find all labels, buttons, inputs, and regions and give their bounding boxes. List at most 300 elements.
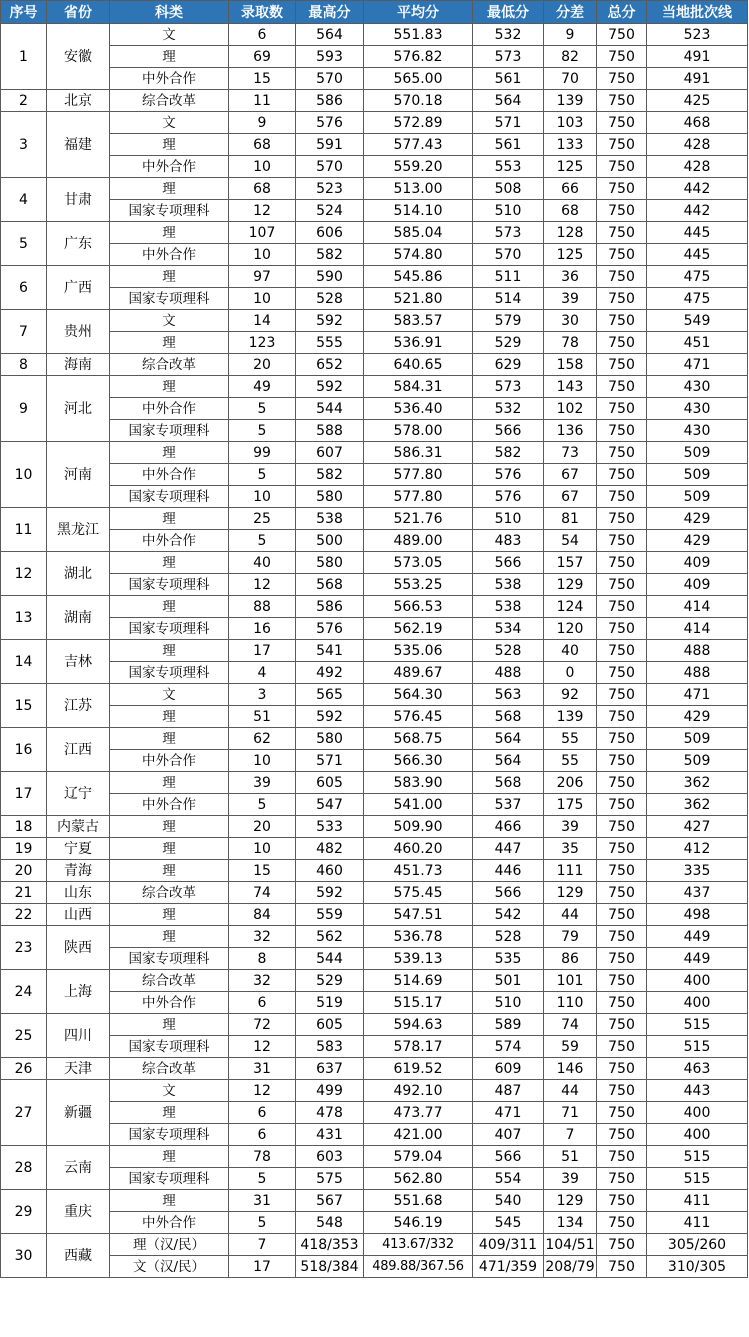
- avg-score-cell: 489.00: [364, 530, 473, 552]
- min-score-cell: 566: [473, 420, 544, 442]
- max-score-cell: 570: [296, 156, 364, 178]
- seq-cell: 30: [1, 1234, 47, 1278]
- header-row: [1, 1, 748, 24]
- min-score-cell: 579: [473, 310, 544, 332]
- admitted-count-cell: 69: [229, 46, 296, 68]
- avg-score-cell: 492.10: [364, 1080, 473, 1102]
- total-score-cell: 750: [597, 1058, 647, 1080]
- min-score-cell: 488: [473, 662, 544, 684]
- category-cell: 文: [110, 310, 229, 332]
- admitted-count-cell: 15: [229, 860, 296, 882]
- batch-line-cell: 509: [647, 442, 748, 464]
- score-diff-cell: 7: [544, 1124, 597, 1146]
- admitted-count-cell: 6: [229, 992, 296, 1014]
- batch-line-cell: 310/305: [647, 1256, 748, 1278]
- avg-score-cell: 421.00: [364, 1124, 473, 1146]
- batch-line-cell: 443: [647, 1080, 748, 1102]
- province-cell: 黑龙江: [47, 508, 110, 552]
- table-body: [1, 24, 748, 1278]
- total-score-cell: 750: [597, 1190, 647, 1212]
- table-row: [1, 618, 748, 640]
- total-score-cell: 750: [597, 68, 647, 90]
- total-score-cell: 750: [597, 420, 647, 442]
- category-cell: 中外合作: [110, 1212, 229, 1234]
- max-score-cell: 570: [296, 68, 364, 90]
- score-diff-cell: 102: [544, 398, 597, 420]
- table-row: [1, 816, 748, 838]
- batch-line-cell: 400: [647, 992, 748, 1014]
- min-score-cell: 538: [473, 596, 544, 618]
- seq-cell: 4: [1, 178, 47, 222]
- batch-line-cell: 475: [647, 288, 748, 310]
- batch-line-cell: 427: [647, 816, 748, 838]
- score-diff-cell: 92: [544, 684, 597, 706]
- total-score-cell: 750: [597, 442, 647, 464]
- table-row: [1, 860, 748, 882]
- min-score-cell: 545: [473, 1212, 544, 1234]
- avg-score-cell: 566.30: [364, 750, 473, 772]
- admitted-count-cell: 68: [229, 178, 296, 200]
- max-score-cell: 533: [296, 816, 364, 838]
- batch-line-cell: 523: [647, 24, 748, 46]
- seq-cell: 3: [1, 112, 47, 178]
- admitted-count-cell: 32: [229, 970, 296, 992]
- province-cell: 山东: [47, 882, 110, 904]
- score-diff-cell: 0: [544, 662, 597, 684]
- table-row: [1, 640, 748, 662]
- total-score-cell: 750: [597, 1256, 647, 1278]
- table-row: [1, 838, 748, 860]
- total-score-cell: 750: [597, 1036, 647, 1058]
- max-score-cell: 593: [296, 46, 364, 68]
- score-diff-cell: 73: [544, 442, 597, 464]
- min-score-cell: 571: [473, 112, 544, 134]
- seq-cell: 8: [1, 354, 47, 376]
- avg-score-cell: 547.51: [364, 904, 473, 926]
- category-cell: 国家专项理科: [110, 948, 229, 970]
- max-score-cell: 576: [296, 618, 364, 640]
- score-diff-cell: 78: [544, 332, 597, 354]
- total-score-cell: 750: [597, 508, 647, 530]
- header-score-diff: 分差: [544, 1, 597, 24]
- avg-score-cell: 640.65: [364, 354, 473, 376]
- total-score-cell: 750: [597, 1124, 647, 1146]
- batch-line-cell: 449: [647, 948, 748, 970]
- total-score-cell: 750: [597, 266, 647, 288]
- max-score-cell: 582: [296, 464, 364, 486]
- min-score-cell: 532: [473, 398, 544, 420]
- avg-score-cell: 586.31: [364, 442, 473, 464]
- avg-score-cell: 572.89: [364, 112, 473, 134]
- batch-line-cell: 414: [647, 618, 748, 640]
- seq-cell: 16: [1, 728, 47, 772]
- total-score-cell: 750: [597, 354, 647, 376]
- table-row: [1, 1190, 748, 1212]
- avg-score-cell: 573.05: [364, 552, 473, 574]
- avg-score-cell: 578.17: [364, 1036, 473, 1058]
- total-score-cell: 750: [597, 90, 647, 112]
- avg-score-cell: 577.43: [364, 134, 473, 156]
- seq-cell: 7: [1, 310, 47, 354]
- table-row: [1, 90, 748, 112]
- min-score-cell: 447: [473, 838, 544, 860]
- score-diff-cell: 206: [544, 772, 597, 794]
- avg-score-cell: 565.00: [364, 68, 473, 90]
- seq-cell: 1: [1, 24, 47, 90]
- admitted-count-cell: 78: [229, 1146, 296, 1168]
- admitted-count-cell: 5: [229, 464, 296, 486]
- table-row: [1, 354, 748, 376]
- admitted-count-cell: 5: [229, 398, 296, 420]
- total-score-cell: 750: [597, 178, 647, 200]
- score-diff-cell: 139: [544, 90, 597, 112]
- avg-score-cell: 562.19: [364, 618, 473, 640]
- province-cell: 宁夏: [47, 838, 110, 860]
- province-cell: 贵州: [47, 310, 110, 354]
- province-cell: 云南: [47, 1146, 110, 1190]
- category-cell: 文: [110, 684, 229, 706]
- table-row: [1, 1234, 748, 1256]
- total-score-cell: 750: [597, 530, 647, 552]
- batch-line-cell: 471: [647, 354, 748, 376]
- admitted-count-cell: 5: [229, 1212, 296, 1234]
- max-score-cell: 544: [296, 398, 364, 420]
- table-row: [1, 530, 748, 552]
- max-score-cell: 559: [296, 904, 364, 926]
- admitted-count-cell: 123: [229, 332, 296, 354]
- avg-score-cell: 564.30: [364, 684, 473, 706]
- total-score-cell: 750: [597, 134, 647, 156]
- score-diff-cell: 44: [544, 1080, 597, 1102]
- admitted-count-cell: 49: [229, 376, 296, 398]
- batch-line-cell: 509: [647, 486, 748, 508]
- min-score-cell: 561: [473, 68, 544, 90]
- table-row: [1, 750, 748, 772]
- score-diff-cell: 30: [544, 310, 597, 332]
- admitted-count-cell: 7: [229, 1234, 296, 1256]
- admitted-count-cell: 62: [229, 728, 296, 750]
- table-row: [1, 376, 748, 398]
- seq-cell: 9: [1, 376, 47, 442]
- min-score-cell: 409/311: [473, 1234, 544, 1256]
- max-score-cell: 492: [296, 662, 364, 684]
- category-cell: 文（汉/民）: [110, 1256, 229, 1278]
- batch-line-cell: 498: [647, 904, 748, 926]
- min-score-cell: 537: [473, 794, 544, 816]
- table-row: [1, 420, 748, 442]
- seq-cell: 15: [1, 684, 47, 728]
- max-score-cell: 580: [296, 552, 364, 574]
- max-score-cell: 524: [296, 200, 364, 222]
- max-score-cell: 592: [296, 376, 364, 398]
- max-score-cell: 565: [296, 684, 364, 706]
- score-diff-cell: 158: [544, 354, 597, 376]
- avg-score-cell: 551.83: [364, 24, 473, 46]
- min-score-cell: 510: [473, 992, 544, 1014]
- total-score-cell: 750: [597, 992, 647, 1014]
- province-cell: 山西: [47, 904, 110, 926]
- avg-score-cell: 514.69: [364, 970, 473, 992]
- min-score-cell: 528: [473, 640, 544, 662]
- min-score-cell: 566: [473, 882, 544, 904]
- category-cell: 文: [110, 1080, 229, 1102]
- avg-score-cell: 568.75: [364, 728, 473, 750]
- category-cell: 理: [110, 552, 229, 574]
- total-score-cell: 750: [597, 1212, 647, 1234]
- total-score-cell: 750: [597, 310, 647, 332]
- table-row: [1, 1080, 748, 1102]
- score-diff-cell: 59: [544, 1036, 597, 1058]
- max-score-cell: 592: [296, 310, 364, 332]
- admitted-count-cell: 39: [229, 772, 296, 794]
- seq-cell: 6: [1, 266, 47, 310]
- max-score-cell: 605: [296, 772, 364, 794]
- table-row: [1, 112, 748, 134]
- batch-line-cell: 491: [647, 46, 748, 68]
- table-row: [1, 244, 748, 266]
- admitted-count-cell: 10: [229, 156, 296, 178]
- min-score-cell: 534: [473, 618, 544, 640]
- max-score-cell: 544: [296, 948, 364, 970]
- min-score-cell: 538: [473, 574, 544, 596]
- category-cell: 理: [110, 134, 229, 156]
- admitted-count-cell: 97: [229, 266, 296, 288]
- admitted-count-cell: 17: [229, 1256, 296, 1278]
- avg-score-cell: 513.00: [364, 178, 473, 200]
- batch-line-cell: 400: [647, 1102, 748, 1124]
- admitted-count-cell: 5: [229, 420, 296, 442]
- province-cell: 河北: [47, 376, 110, 442]
- province-cell: 上海: [47, 970, 110, 1014]
- seq-cell: 26: [1, 1058, 47, 1080]
- batch-line-cell: 442: [647, 200, 748, 222]
- province-cell: 广东: [47, 222, 110, 266]
- total-score-cell: 750: [597, 552, 647, 574]
- total-score-cell: 750: [597, 662, 647, 684]
- score-diff-cell: 129: [544, 574, 597, 596]
- table-row: [1, 1102, 748, 1124]
- total-score-cell: 750: [597, 244, 647, 266]
- max-score-cell: 590: [296, 266, 364, 288]
- province-cell: 湖北: [47, 552, 110, 596]
- province-cell: 安徽: [47, 24, 110, 90]
- admitted-count-cell: 40: [229, 552, 296, 574]
- avg-score-cell: 594.63: [364, 1014, 473, 1036]
- batch-line-cell: 429: [647, 508, 748, 530]
- province-cell: 辽宁: [47, 772, 110, 816]
- min-score-cell: 446: [473, 860, 544, 882]
- score-diff-cell: 36: [544, 266, 597, 288]
- score-diff-cell: 81: [544, 508, 597, 530]
- avg-score-cell: 583.57: [364, 310, 473, 332]
- max-score-cell: 652: [296, 354, 364, 376]
- total-score-cell: 750: [597, 860, 647, 882]
- score-diff-cell: 128: [544, 222, 597, 244]
- min-score-cell: 589: [473, 1014, 544, 1036]
- table-row: [1, 574, 748, 596]
- admitted-count-cell: 6: [229, 1102, 296, 1124]
- batch-line-cell: 430: [647, 420, 748, 442]
- score-diff-cell: 67: [544, 464, 597, 486]
- max-score-cell: 583: [296, 1036, 364, 1058]
- batch-line-cell: 428: [647, 134, 748, 156]
- score-diff-cell: 54: [544, 530, 597, 552]
- avg-score-cell: 536.91: [364, 332, 473, 354]
- admitted-count-cell: 10: [229, 750, 296, 772]
- min-score-cell: 561: [473, 134, 544, 156]
- admitted-count-cell: 6: [229, 24, 296, 46]
- batch-line-cell: 429: [647, 530, 748, 552]
- score-diff-cell: 86: [544, 948, 597, 970]
- admitted-count-cell: 5: [229, 530, 296, 552]
- table-row: [1, 68, 748, 90]
- total-score-cell: 750: [597, 706, 647, 728]
- min-score-cell: 568: [473, 706, 544, 728]
- score-diff-cell: 35: [544, 838, 597, 860]
- category-cell: 理: [110, 1102, 229, 1124]
- table-row: [1, 288, 748, 310]
- total-score-cell: 750: [597, 882, 647, 904]
- avg-score-cell: 583.90: [364, 772, 473, 794]
- score-diff-cell: 68: [544, 200, 597, 222]
- province-cell: 青海: [47, 860, 110, 882]
- min-score-cell: 535: [473, 948, 544, 970]
- score-diff-cell: 143: [544, 376, 597, 398]
- max-score-cell: 460: [296, 860, 364, 882]
- province-cell: 福建: [47, 112, 110, 178]
- seq-cell: 19: [1, 838, 47, 860]
- header-max-score: 最高分: [296, 1, 364, 24]
- total-score-cell: 750: [597, 222, 647, 244]
- batch-line-cell: 509: [647, 750, 748, 772]
- admitted-count-cell: 31: [229, 1190, 296, 1212]
- batch-line-cell: 428: [647, 156, 748, 178]
- category-cell: 国家专项理科: [110, 200, 229, 222]
- total-score-cell: 750: [597, 794, 647, 816]
- total-score-cell: 750: [597, 948, 647, 970]
- total-score-cell: 750: [597, 1168, 647, 1190]
- min-score-cell: 574: [473, 1036, 544, 1058]
- max-score-cell: 567: [296, 1190, 364, 1212]
- admitted-count-cell: 14: [229, 310, 296, 332]
- province-cell: 江西: [47, 728, 110, 772]
- category-cell: 理: [110, 860, 229, 882]
- total-score-cell: 750: [597, 838, 647, 860]
- avg-score-cell: 473.77: [364, 1102, 473, 1124]
- min-score-cell: 570: [473, 244, 544, 266]
- admitted-count-cell: 107: [229, 222, 296, 244]
- score-diff-cell: 74: [544, 1014, 597, 1036]
- admitted-count-cell: 25: [229, 508, 296, 530]
- avg-score-cell: 489.67: [364, 662, 473, 684]
- min-score-cell: 407: [473, 1124, 544, 1146]
- batch-line-cell: 400: [647, 1124, 748, 1146]
- batch-line-cell: 549: [647, 310, 748, 332]
- total-score-cell: 750: [597, 684, 647, 706]
- admitted-count-cell: 20: [229, 354, 296, 376]
- seq-cell: 29: [1, 1190, 47, 1234]
- score-diff-cell: 66: [544, 178, 597, 200]
- batch-line-cell: 442: [647, 178, 748, 200]
- score-diff-cell: 9: [544, 24, 597, 46]
- score-diff-cell: 125: [544, 244, 597, 266]
- max-score-cell: 571: [296, 750, 364, 772]
- category-cell: 理: [110, 596, 229, 618]
- avg-score-cell: 576.45: [364, 706, 473, 728]
- max-score-cell: 518/384: [296, 1256, 364, 1278]
- batch-line-cell: 475: [647, 266, 748, 288]
- admitted-count-cell: 6: [229, 1124, 296, 1146]
- min-score-cell: 566: [473, 552, 544, 574]
- province-cell: 陕西: [47, 926, 110, 970]
- score-diff-cell: 129: [544, 882, 597, 904]
- min-score-cell: 609: [473, 1058, 544, 1080]
- seq-cell: 22: [1, 904, 47, 926]
- min-score-cell: 566: [473, 1146, 544, 1168]
- seq-cell: 24: [1, 970, 47, 1014]
- min-score-cell: 573: [473, 222, 544, 244]
- table-row: [1, 882, 748, 904]
- table-row: [1, 904, 748, 926]
- total-score-cell: 750: [597, 332, 647, 354]
- max-score-cell: 603: [296, 1146, 364, 1168]
- category-cell: 理: [110, 508, 229, 530]
- seq-cell: 11: [1, 508, 47, 552]
- batch-line-cell: 515: [647, 1014, 748, 1036]
- table-row: [1, 948, 748, 970]
- max-score-cell: 547: [296, 794, 364, 816]
- category-cell: 理: [110, 728, 229, 750]
- admitted-count-cell: 12: [229, 1080, 296, 1102]
- score-diff-cell: 157: [544, 552, 597, 574]
- admitted-count-cell: 12: [229, 574, 296, 596]
- score-diff-cell: 175: [544, 794, 597, 816]
- admitted-count-cell: 88: [229, 596, 296, 618]
- score-diff-cell: 120: [544, 618, 597, 640]
- seq-cell: 17: [1, 772, 47, 816]
- category-cell: 中外合作: [110, 244, 229, 266]
- header-avg-score: 平均分: [364, 1, 473, 24]
- max-score-cell: 592: [296, 706, 364, 728]
- table-row: [1, 794, 748, 816]
- province-cell: 重庆: [47, 1190, 110, 1234]
- category-cell: 理: [110, 816, 229, 838]
- min-score-cell: 528: [473, 926, 544, 948]
- total-score-cell: 750: [597, 24, 647, 46]
- category-cell: 理: [110, 904, 229, 926]
- table-row: [1, 1256, 748, 1278]
- table-row: [1, 442, 748, 464]
- category-cell: 综合改革: [110, 882, 229, 904]
- header-batch-line: 当地批次线: [647, 1, 748, 24]
- category-cell: 理: [110, 442, 229, 464]
- min-score-cell: 564: [473, 750, 544, 772]
- total-score-cell: 750: [597, 728, 647, 750]
- header-province: 省份: [47, 1, 110, 24]
- total-score-cell: 750: [597, 970, 647, 992]
- seq-cell: 5: [1, 222, 47, 266]
- total-score-cell: 750: [597, 640, 647, 662]
- province-cell: 海南: [47, 354, 110, 376]
- min-score-cell: 487: [473, 1080, 544, 1102]
- avg-score-cell: 541.00: [364, 794, 473, 816]
- avg-score-cell: 584.31: [364, 376, 473, 398]
- avg-score-cell: 575.45: [364, 882, 473, 904]
- total-score-cell: 750: [597, 750, 647, 772]
- avg-score-cell: 578.00: [364, 420, 473, 442]
- min-score-cell: 511: [473, 266, 544, 288]
- admitted-count-cell: 10: [229, 486, 296, 508]
